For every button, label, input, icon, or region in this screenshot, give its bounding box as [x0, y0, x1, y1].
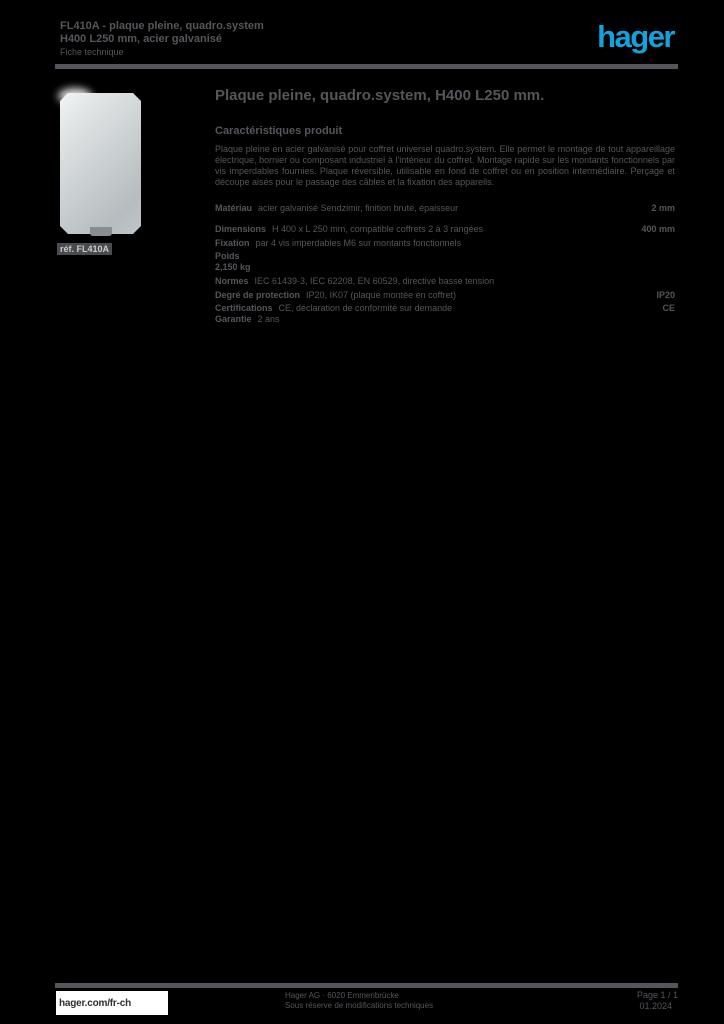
product-ref-label: réf. FL410A: [57, 243, 112, 255]
spec-label: Normes: [215, 276, 249, 286]
spec-row: [215, 238, 675, 249]
spec-text: acier galvanisé Sendzimir, finition brute, épaisseur: [258, 203, 459, 213]
spec-value: CE: [662, 303, 675, 313]
footer-page-number: Page 1 / 1: [636, 990, 678, 1000]
spec-row: [215, 251, 675, 262]
website-link-box[interactable]: [56, 991, 168, 1015]
product-title: Plaque pleine, quadro.system, H400 L250 mm.: [215, 87, 545, 104]
footer-notice-line: Sous réserve de modifications techniques: [285, 1001, 434, 1010]
footer-address-line: Hager AG · 6020 Emmenbrücke: [285, 991, 399, 1000]
spec-value: 2 mm: [651, 203, 675, 213]
spec-label: Fixation: [215, 238, 250, 248]
header-product-title-line1: FL410A - plaque pleine, quadro.system: [60, 20, 264, 32]
spec-row: [215, 203, 675, 214]
spec-row: [215, 276, 675, 287]
spec-text: IP20, IK07 (plaque montée en coffret): [306, 290, 456, 300]
website-link[interactable]: hager.com/fr-ch: [59, 997, 132, 1009]
spec-label: Matériau: [215, 203, 253, 213]
hager-logo: hager: [597, 19, 674, 54]
spec-label: Dimensions: [215, 224, 267, 234]
header-doc-type-label: Fiche technique: [60, 47, 124, 57]
spec-text: 2 ans: [257, 314, 280, 324]
spec-label: Poids: [215, 251, 240, 261]
spec-label: Certifications: [215, 303, 273, 313]
plate-fixing-clip: [90, 227, 112, 236]
footer-date: 01.2024: [639, 1001, 672, 1011]
spec-row: [215, 314, 675, 325]
spec-label: Degré de protection: [215, 290, 301, 300]
spec-label: 2,150 kg: [215, 262, 251, 272]
spec-row: [215, 290, 675, 301]
spec-value: IP20: [656, 290, 675, 300]
header-product-title-line2: H400 L250 mm, acier galvanisé: [60, 33, 223, 45]
product-description: Plaque pleine en acier galvanisé pour coffret universel quadro.system. Elle permet le montage de tout appareillage électrique, bornier ou composant industriel à l'intérieur du coffret. Montage rapide sur les montants fonctionnels par vis imperdables fournies. Plaque réversible, utilisable en fond de coffret ou en position intermédiaire. Perçage et découpe aisés pour le passage des câbles et la fixation des appareils.: [215, 144, 675, 187]
spec-row: [215, 224, 675, 235]
footer-rule: [55, 983, 678, 988]
spec-value: 400 mm: [641, 224, 675, 234]
spec-label: Garantie: [215, 314, 252, 324]
spec-text: H 400 x L 250 mm, compatible coffrets 2 à 3 rangées: [272, 224, 484, 234]
spec-text: par 4 vis imperdables M6 sur montants fonctionnels: [255, 238, 462, 248]
spec-row: [215, 262, 675, 273]
section-heading: Caractéristiques produit: [215, 125, 343, 137]
spec-text: IEC 61439-3, IEC 62208, EN 60529, directive basse tension: [254, 276, 495, 286]
header-rule: [55, 64, 678, 69]
spec-row: [215, 303, 675, 314]
product-photo-plate: [60, 93, 141, 234]
spec-text: CE, déclaration de conformité sur demande: [278, 303, 453, 313]
